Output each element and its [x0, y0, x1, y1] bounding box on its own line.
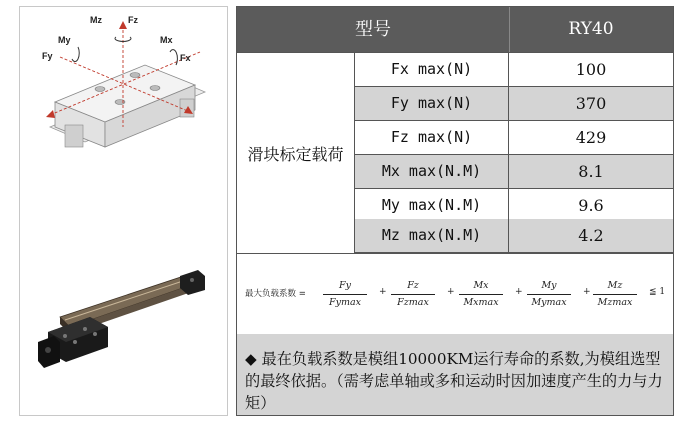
fz-label: Fz	[128, 15, 138, 25]
linear-module-image	[20, 262, 227, 372]
model-value-header: RY40	[568, 19, 614, 39]
image-panel	[19, 6, 228, 416]
mz-label: Mz	[90, 15, 102, 25]
spec-table	[236, 6, 674, 416]
numerator: Fz	[407, 280, 419, 291]
note-box	[237, 334, 673, 415]
plus-sign: +	[583, 287, 591, 297]
numerator: Fy	[339, 280, 351, 291]
fraction-bar	[593, 294, 637, 295]
table-row	[355, 155, 673, 189]
formula-label: 最大负载系数 =	[245, 289, 306, 299]
fraction-bar	[323, 294, 367, 295]
fraction-bar	[459, 294, 503, 295]
fraction-my	[527, 280, 571, 309]
table-row	[355, 189, 673, 223]
note-text: ◆ 最在负载系数是模组10000KM运行寿命的系数,为模组选型的最终依据。（需考虑单轴或多和运动时因加速度产生的力与力矩）	[245, 350, 663, 412]
value-cell: 9.6	[578, 196, 604, 215]
plus-sign: +	[515, 287, 523, 297]
numerator: Mx	[473, 280, 489, 291]
slider-load-diagram	[20, 7, 227, 182]
rated-load-label: 滑块标定载荷	[237, 53, 355, 253]
value-cell: 4.2	[509, 219, 673, 252]
table-row	[355, 87, 673, 121]
plus-sign: +	[379, 287, 387, 297]
denominator: Fzmax	[397, 297, 429, 308]
param-cell: Fy max(N)	[355, 87, 509, 120]
denominator: Mymax	[531, 297, 567, 308]
less-equal-one: ≦ 1	[649, 287, 666, 297]
mx-label: Mx	[160, 35, 173, 45]
value-cell: 100	[575, 60, 607, 79]
fraction-fy	[323, 280, 367, 309]
my-label: My	[58, 35, 71, 45]
param-cell: My max(N.M)	[355, 189, 509, 222]
fraction-fz	[391, 280, 435, 309]
table-row	[355, 121, 673, 155]
fraction-mx	[459, 280, 503, 309]
table-row	[355, 53, 673, 87]
denominator: Mxmax	[463, 297, 499, 308]
load-factor-formula	[237, 253, 673, 335]
value-cell: 370	[509, 87, 673, 120]
denominator: Fymax	[329, 297, 361, 308]
model-header: 型号	[237, 7, 510, 52]
fraction-bar	[527, 294, 571, 295]
fx-label: Fx	[180, 53, 191, 63]
param-cell: Fx max(N)	[355, 53, 509, 86]
fy-label: Fy	[42, 51, 53, 61]
fraction-mz	[593, 280, 637, 309]
numerator: Mz	[607, 280, 623, 291]
param-cell: Mz max(N.M)	[355, 219, 509, 252]
param-cell: Fz max(N)	[355, 121, 509, 154]
value-cell: 8.1	[509, 155, 673, 188]
param-cell: Mx max(N.M)	[355, 155, 509, 188]
numerator: My	[541, 280, 557, 291]
denominator: Mzmax	[597, 297, 633, 308]
plus-sign: +	[447, 287, 455, 297]
table-header	[237, 7, 673, 53]
table-row	[355, 219, 673, 253]
value-cell: 429	[575, 128, 607, 147]
fraction-bar	[391, 294, 435, 295]
